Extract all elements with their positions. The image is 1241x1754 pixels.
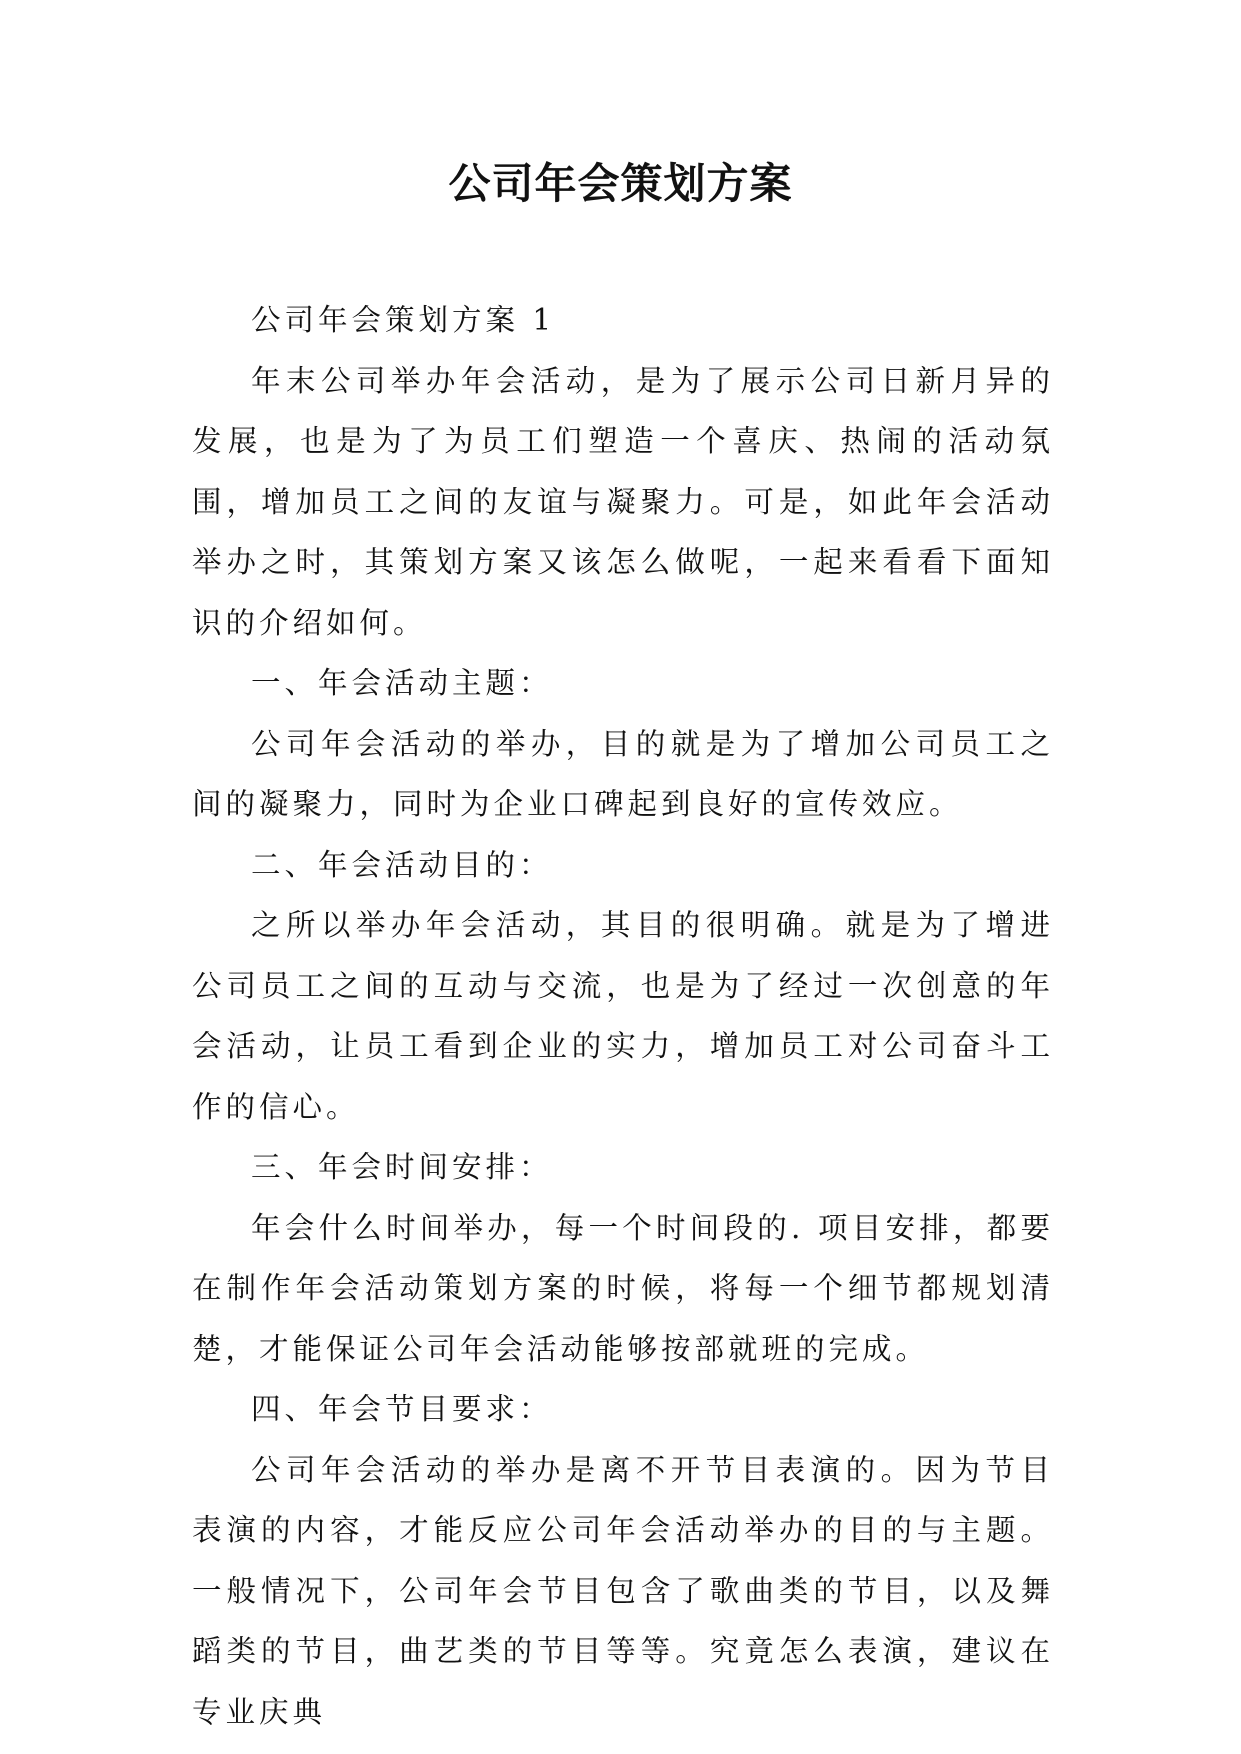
section-heading-schedule: 三、年会时间安排： bbox=[251, 1150, 553, 1184]
section-paragraph-purpose: 之所以举办年会活动，其目的很明确。就是为了增进公司员工之间的互动与交流，也是为了经过一次创意的年会活动，让员工看到企业的实力，增加员工对公司奋斗工作的信心。 bbox=[192, 908, 1054, 1124]
document-title: 公司年会策划方案 bbox=[448, 159, 793, 208]
section-heading-program: 四、年会节目要求： bbox=[251, 1392, 553, 1426]
intro-paragraph: 年末公司举办年会活动，是为了展示公司日新月异的发展，也是为了为员工们塑造一个喜庆、热闹的活动氛围，增加员工之间的友谊与凝聚力。可是，如此年会活动举办之时，其策划方案又该怎么做呢，一起来看看下面知识的介绍如何。 bbox=[192, 363, 1054, 640]
subtitle-paragraph: 公司年会策划方案 1 bbox=[251, 303, 556, 337]
document-body bbox=[192, 290, 1054, 1742]
section-paragraph-program: 公司年会活动的举办是离不开节目表演的。因为节目表演的内容，才能反应公司年会活动举办的目的与主题。一般情况下，公司年会节目包含了歌曲类的节目，以及舞蹈类的节目，曲艺类的节目等等。究竟怎么表演，建议在专业庆典 bbox=[192, 1452, 1054, 1729]
section-heading-theme: 一、年会活动主题： bbox=[251, 666, 553, 700]
section-heading-purpose: 二、年会活动目的： bbox=[251, 847, 553, 882]
section-paragraph-schedule: 年会什么时间举办，每一个时间段的. 项目安排，都要在制作年会活动策划方案的时候，将每一个细节都规划清楚，才能保证公司年会活动能够按部就班的完成。 bbox=[192, 1210, 1054, 1366]
section-paragraph-theme: 公司年会活动的举办，目的就是为了增加公司员工之间的凝聚力，同时为企业口碑起到良好的宣传效应。 bbox=[192, 726, 1054, 821]
